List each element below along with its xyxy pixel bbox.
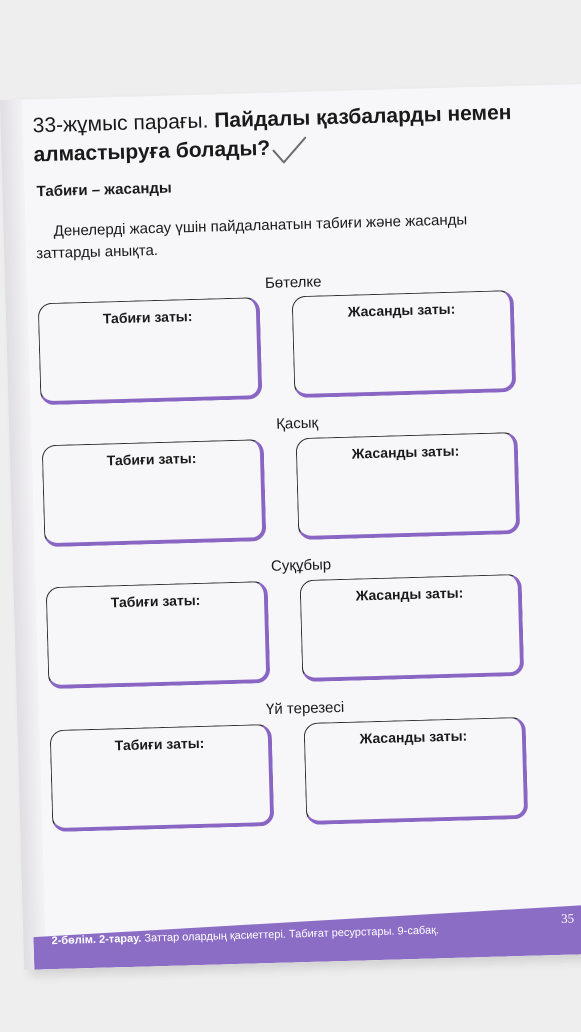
footer-topic: Заттар олардың қасиеттері. Табиғат ресурстары. 9-сабақ. xyxy=(141,924,440,945)
worksheet-number: 33-жұмыс парағы. xyxy=(32,109,209,138)
artificial-label: Жасанды заты: xyxy=(359,727,468,747)
item-title-spoon: Қасық xyxy=(275,414,319,433)
artificial-label: Жасанды заты: xyxy=(351,442,460,462)
natural-box-window[interactable] xyxy=(50,724,275,832)
natural-box-spoon[interactable] xyxy=(42,439,267,547)
artificial-box-water-pipe[interactable] xyxy=(300,574,525,682)
natural-box-water-pipe[interactable] xyxy=(46,581,271,689)
natural-label: Табиғи заты: xyxy=(110,591,201,611)
item-title-window: Үй терезесі xyxy=(265,698,345,719)
page-number: 35 xyxy=(560,910,575,926)
worksheet-page xyxy=(10,84,581,970)
artificial-label: Жасанды заты: xyxy=(347,300,456,320)
artificial-box-spoon[interactable] xyxy=(296,432,521,540)
check-mark-icon xyxy=(269,134,310,169)
natural-box-bottle[interactable] xyxy=(38,297,263,405)
footer-section: 2-бөлім. 2-тарау. xyxy=(51,932,142,948)
artificial-label: Жасанды заты: xyxy=(355,584,464,604)
item-title-bottle: Бөтелке xyxy=(264,273,322,292)
natural-label: Табиғи заты: xyxy=(106,449,197,469)
artificial-box-window[interactable] xyxy=(304,717,529,825)
worksheet-question: Пайдалы қазбаларды немен алмастыруға болады? xyxy=(33,101,512,167)
natural-label: Табиғи заты: xyxy=(102,307,193,327)
instruction-text: Денелерді жасау үшін пайдаланатын табиғи және жасанды заттарды анықта. xyxy=(36,211,468,263)
item-title-water-pipe: Суқұбыр xyxy=(270,556,332,575)
artificial-box-bottle[interactable] xyxy=(292,290,517,398)
natural-label: Табиғи заты: xyxy=(114,734,205,754)
section-subtitle: Табиғи – жасанды xyxy=(36,179,172,201)
